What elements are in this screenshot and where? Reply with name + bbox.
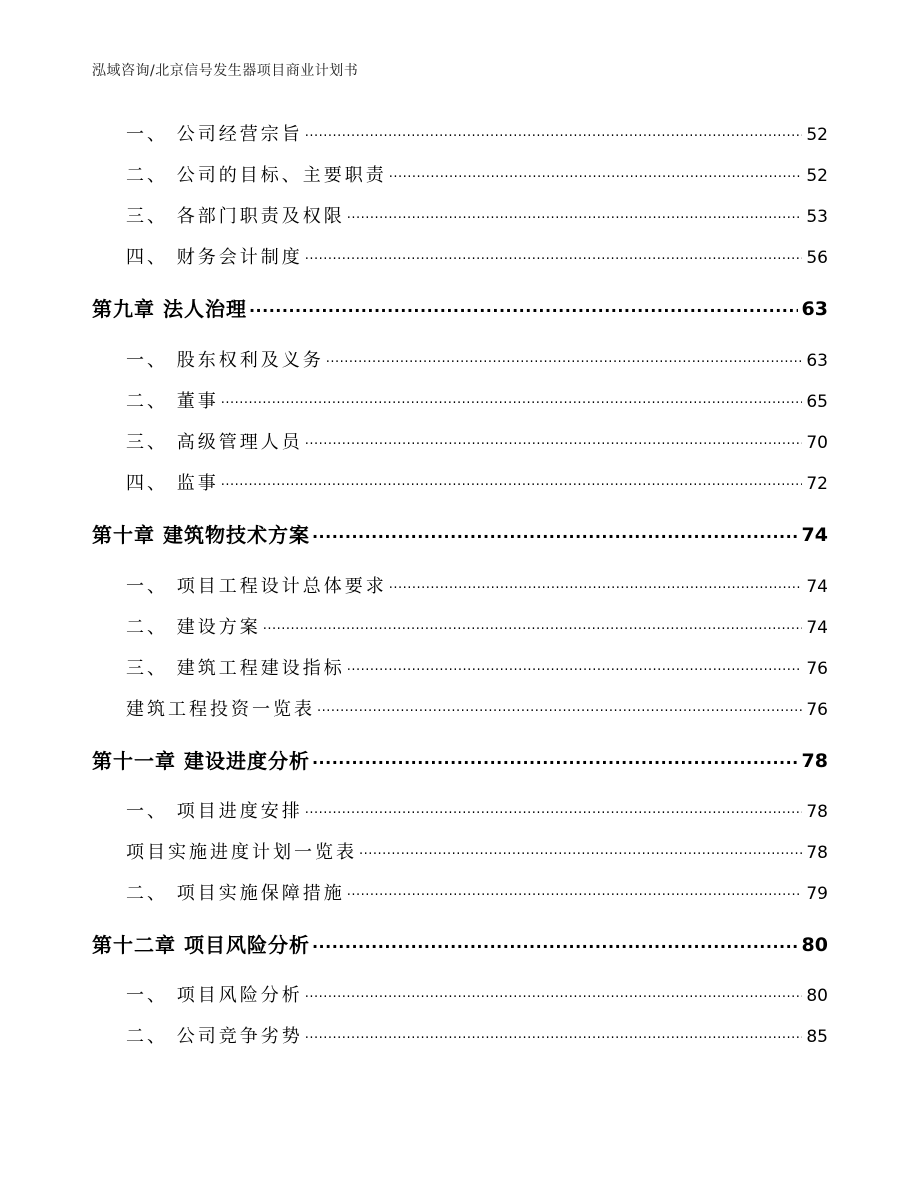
toc-chapter[interactable] [92, 930, 828, 960]
toc-entry[interactable] [126, 656, 828, 682]
toc-dot-leader [305, 251, 803, 269]
toc-entry[interactable] [126, 983, 828, 1009]
toc-entry[interactable] [126, 574, 828, 600]
toc-dot-leader [305, 1030, 803, 1048]
toc-dot-leader [312, 528, 798, 548]
toc-dot-leader [305, 989, 803, 1007]
toc-entry-title: 二、 公司竞争劣势 [126, 1026, 303, 1047]
toc-chapter[interactable] [92, 520, 828, 550]
toc-entry-title: 建筑工程投资一览表 [126, 699, 315, 720]
toc-entry[interactable] [126, 697, 828, 723]
toc-entry[interactable] [126, 615, 828, 641]
toc-chapter-page: 74 [801, 524, 828, 546]
toc-chapter[interactable] [92, 294, 828, 324]
toc-entry-page: 80 [806, 986, 828, 1006]
toc-entry-page: 74 [806, 577, 828, 597]
toc-dot-leader [389, 580, 803, 598]
toc-entry-title: 一、 股东权利及义务 [126, 350, 324, 371]
toc-entry-title: 一、 公司经营宗旨 [126, 124, 303, 145]
toc-entry[interactable] [126, 799, 828, 825]
toc-dot-leader [326, 354, 803, 372]
toc-entry-title: 三、 高级管理人员 [126, 432, 303, 453]
toc-entry[interactable] [126, 430, 828, 456]
toc-entry[interactable] [126, 1024, 828, 1050]
toc-dot-leader [249, 302, 798, 322]
toc-entry-page: 79 [806, 884, 828, 904]
toc-entry-page: 52 [806, 125, 828, 145]
toc-entry-title: 一、 项目工程设计总体要求 [126, 576, 387, 597]
toc-entry-title: 二、 董事 [126, 391, 219, 412]
toc-chapter-page: 78 [801, 750, 828, 772]
toc-entry[interactable] [126, 840, 828, 866]
toc-chapter-title: 第十章 建筑物技术方案 [92, 523, 310, 547]
toc-entry[interactable] [126, 163, 828, 189]
running-header: 泓域咨询/北京信号发生器项目商业计划书 [92, 63, 359, 79]
toc-entry-page: 85 [806, 1027, 828, 1047]
toc-entry-page: 76 [806, 659, 828, 679]
toc-dot-leader [359, 846, 802, 864]
toc-dot-leader [312, 754, 798, 774]
toc-dot-leader [347, 210, 803, 228]
toc-entry-page: 63 [806, 351, 828, 371]
toc-entry[interactable] [126, 245, 828, 271]
toc-entry-page: 78 [806, 843, 828, 863]
toc-entry-page: 76 [806, 700, 828, 720]
toc-dot-leader [221, 395, 803, 413]
toc-dot-leader [317, 703, 802, 721]
toc-dot-leader [221, 477, 803, 495]
toc-entry-page: 70 [806, 433, 828, 453]
toc-entry-title: 四、 监事 [126, 473, 219, 494]
toc-chapter-title: 第十一章 建设进度分析 [92, 749, 310, 773]
toc-entry-page: 56 [806, 248, 828, 268]
toc-entry[interactable] [126, 881, 828, 907]
toc-dot-leader [305, 436, 803, 454]
toc-entry-title: 项目实施进度计划一览表 [126, 842, 357, 863]
toc-chapter-page: 63 [801, 298, 828, 320]
toc-entry-page: 53 [806, 207, 828, 227]
toc-chapter-title: 第九章 法人治理 [92, 297, 247, 321]
toc-entry-title: 一、 项目进度安排 [126, 801, 303, 822]
toc-entry-page: 72 [806, 474, 828, 494]
toc-entry[interactable] [126, 389, 828, 415]
toc-dot-leader [263, 621, 803, 639]
toc-entry-title: 二、 项目实施保障措施 [126, 883, 345, 904]
toc-entry-title: 二、 建设方案 [126, 617, 261, 638]
toc-entry-title: 三、 建筑工程建设指标 [126, 658, 345, 679]
toc-dot-leader [305, 805, 803, 823]
toc-chapter-page: 80 [801, 934, 828, 956]
toc-entry-page: 65 [806, 392, 828, 412]
toc-entry[interactable] [126, 471, 828, 497]
toc-entry[interactable] [126, 204, 828, 230]
toc-dot-leader [389, 169, 803, 187]
toc-dot-leader [347, 662, 803, 680]
toc-entry[interactable] [126, 348, 828, 374]
toc-chapter-title: 第十二章 项目风险分析 [92, 933, 310, 957]
toc-dot-leader [347, 887, 803, 905]
toc-chapter[interactable] [92, 746, 828, 776]
toc-entry-title: 一、 项目风险分析 [126, 985, 303, 1006]
toc-entry-page: 78 [806, 802, 828, 822]
toc-entry[interactable] [126, 122, 828, 148]
toc-entry-title: 二、 公司的目标、主要职责 [126, 165, 387, 186]
toc-entry-title: 三、 各部门职责及权限 [126, 206, 345, 227]
toc-dot-leader [305, 128, 803, 146]
toc-entry-title: 四、 财务会计制度 [126, 247, 303, 268]
toc-dot-leader [312, 938, 798, 958]
toc-entry-page: 74 [806, 618, 828, 638]
toc-entry-page: 52 [806, 166, 828, 186]
